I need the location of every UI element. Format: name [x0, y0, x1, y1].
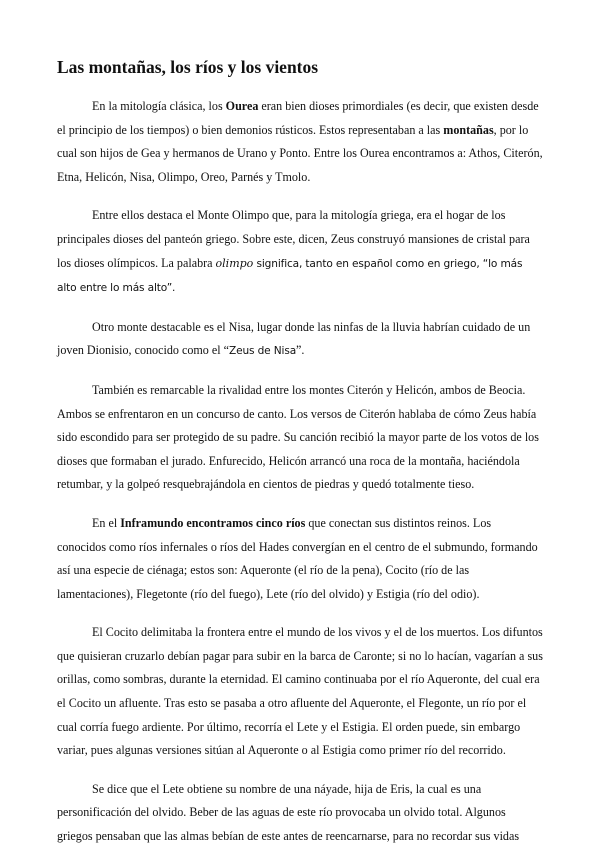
text-span: Otro monte destacable es el Nisa, lugar donde las ninfas de la lluvia habrían cuidado de un joven Dionisio, conocido como el “ [57, 319, 531, 358]
bold-term-ourea: Ourea [225, 99, 259, 113]
paragraph-inframundo [57, 512, 543, 606]
term-zeus-de-nisa: Zeus de Nisa [228, 345, 297, 358]
text-span: que conectan sus distintos reinos. Los conocidos como ríos infernales o ríos del Hades convergían en el centro de el submundo, formando así una especie de ciénaga; estos son: Aqueronte (el río de la pena), Cocito (río de las lamentaciones), Flegetonte (río del fuego), Lete (río del olvido) y Estigia (río del odio). [57, 515, 538, 601]
bold-term-montanas: montañas [443, 122, 494, 137]
page-title: Las montañas, los ríos y los vientos [57, 57, 319, 77]
bold-term-inframundo: Inframundo encontramos cinco ríos [120, 515, 306, 530]
paragraph-lete: Se dice que el Lete obtiene su nombre de una náyade, hija de Eris, la cual es una personificación del olvido. Beber de las aguas de este río provocaba un olvido total. Algunos griegos pensaban que las almas bebían de este antes de reencarnarse, para no recordar sus vidas [57, 781, 520, 844]
paragraph-cocito: El Cocito delimitaba la frontera entre el mundo de los vivos y el de los muertos. Los difuntos que quisieran cruzarlo debían pagar para subir en la barca de Caronte; si no lo hacían, vagarían a sus orillas, como sombras, durante la eternidad. El camino continuaba por el río Aqueronte, del cual era el Cocito un afluente. Tras esto se pasaba a otro afluente del Aqueronte, el Flegonte, un río por el cual corría fuego ardiente. Por último, recorría el Lete y el Estigia. El orden puede, sin embargo variar, pues algunas versiones sitúan al Aqueronte o al Estigia como primer río del recorrido. [57, 625, 543, 758]
paragraph-olimpo [57, 204, 543, 300]
text-span: ”. [296, 343, 305, 358]
text-span: eran bien dioses primordiales (es decir, que existen desde el principio de los tiempos) o bien demonios rústicos. Estos representaban a las [57, 99, 539, 137]
paragraph-ourea [57, 95, 543, 189]
paragraph-citeron-helicon: También es remarcable la rivalidad entre los montes Citerón y Helicón, ambos de Beocia. Ambos se enfrentaron en un concurso de canto. Los versos de Citerón hablaba de cómo Zeus había sido escondido para ser protegido de su padre. Su canción recibió la mayor parte de los votos de los dioses que formaban el jurado. Enfurecido, Helicón arrancó una roca de la montaña, haciéndola retumbar, y la golpeó resquebrajándola en cientos de piedras y quedó totalmente tieso. [57, 382, 539, 492]
document-page [57, 56, 543, 849]
italic-term-olimpo: olimpo [215, 256, 254, 270]
text-span: Entre ellos destaca el Monte Olimpo que, para la mitología griega, era el hogar de los principales dioses del panteón griego. Sobre este, dicen, Zeus construyó mansiones de cristal para los dioses olímpicos. La palabra [57, 208, 530, 270]
text-span: significa, tanto en español como en griego, “lo más alto entre lo más alto”. [57, 257, 523, 295]
text-span: , por lo cual son hijos de Gea y hermanos de Urano y Ponto. Entre los Ourea encontramos a: Athos, Citerón, Etna, Helicón, Nisa, Olimpo, Oreo, Parnés y Tmolo. [57, 122, 543, 184]
paragraph-nisa [57, 316, 543, 364]
text-span: En el [92, 515, 121, 530]
text-span: En la mitología clásica, los [92, 99, 226, 113]
